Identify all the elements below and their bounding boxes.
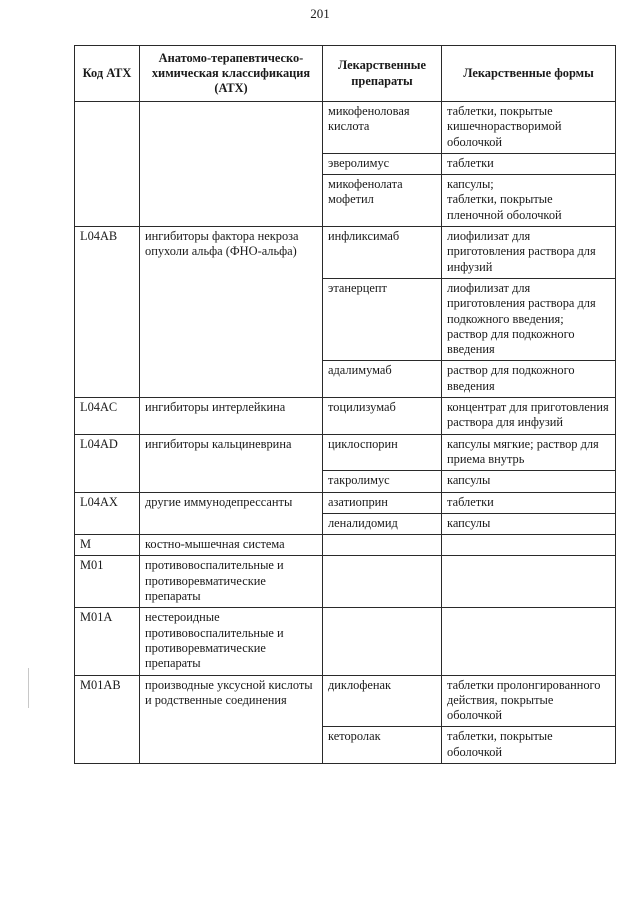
atx-classification-cell: ингибиторы интерлейкина [140,398,323,435]
table-row [75,227,616,279]
atx-code-cell: L04AC [75,398,140,435]
header-drugs: Лекарственные препараты [323,46,442,102]
atx-classification-cell [140,102,323,227]
table-row [75,535,616,556]
atx-classification-cell: производные уксусной кислоты и родственные соединения [140,675,323,763]
dosage-form-cell: таблетки пролонгированного действия, покрытые оболочкой [442,675,616,727]
dosage-form-cell: лиофилизат для приготовления раствора для подкожного введения; раствор для подкожного введения [442,278,616,360]
drug-name-cell: диклофенак [323,675,442,727]
drug-name-cell [323,608,442,675]
atx-classification-cell: ингибиторы кальциневрина [140,434,323,492]
drug-name-cell: инфликсимаб [323,227,442,279]
drug-name-cell: такролимус [323,471,442,492]
drug-name-cell: адалимумаб [323,361,442,398]
table-row [75,398,616,435]
dosage-form-cell: капсулы; таблетки, покрытые пленочной оболочкой [442,175,616,227]
table-row [75,434,616,471]
table-header-row [75,46,616,102]
atx-code-cell: M01AB [75,675,140,763]
drug-name-cell: кеторолак [323,727,442,764]
scan-margin-mark [28,668,29,708]
drug-name-cell [323,535,442,556]
header-classification: Анатомо-терапевтическо-химическая классификация (АТХ) [140,46,323,102]
dosage-form-cell [442,556,616,608]
drug-name-cell [323,556,442,608]
atx-classification-cell: нестероидные противовоспалительные и противоревматические препараты [140,608,323,675]
header-forms: Лекарственные формы [442,46,616,102]
drug-name-cell: азатиоприн [323,492,442,513]
drug-name-cell: микофенолата мофетил [323,175,442,227]
dosage-form-cell [442,608,616,675]
dosage-form-cell: раствор для подкожного введения [442,361,616,398]
atx-code-cell: L04AD [75,434,140,492]
atx-code-cell: L04AX [75,492,140,535]
dosage-form-cell: капсулы [442,471,616,492]
atx-code-cell: M [75,535,140,556]
dosage-form-cell: лиофилизат для приготовления раствора для инфузий [442,227,616,279]
dosage-form-cell: таблетки [442,153,616,174]
atx-code-cell [75,102,140,227]
dosage-form-cell: таблетки, покрытые кишечнорастворимой оболочкой [442,102,616,154]
drug-name-cell: тоцилизумаб [323,398,442,435]
dosage-form-cell: концентрат для приготовления раствора для инфузий [442,398,616,435]
drug-name-cell: циклоспорин [323,434,442,471]
drug-name-cell: леналидомид [323,513,442,534]
atx-code-cell: L04AB [75,227,140,398]
table-row [75,608,616,675]
atx-classification-cell: противовоспалительные и противоревматические препараты [140,556,323,608]
table-header [75,46,616,102]
drug-name-cell: этанерцепт [323,278,442,360]
dosage-form-cell: капсулы мягкие; раствор для приема внутрь [442,434,616,471]
drug-name-cell: микофеноловая кислота [323,102,442,154]
drug-name-cell: эверолимус [323,153,442,174]
atx-classification-cell: ингибиторы фактора некроза опухоли альфа (ФНО-альфа) [140,227,323,398]
atx-code-cell: M01 [75,556,140,608]
atx-classification-cell: другие иммунодепрессанты [140,492,323,535]
dosage-form-cell: капсулы [442,513,616,534]
header-code: Код АТХ [75,46,140,102]
dosage-form-cell [442,535,616,556]
table-row [75,556,616,608]
table-body [75,102,616,764]
atx-classification-cell: костно-мышечная система [140,535,323,556]
table-row [75,492,616,513]
table-row [75,102,616,154]
atx-code-cell: M01A [75,608,140,675]
dosage-form-cell: таблетки, покрытые оболочкой [442,727,616,764]
dosage-form-cell: таблетки [442,492,616,513]
atx-drug-table [74,45,616,764]
table-row [75,675,616,727]
page-number: 201 [310,6,330,21]
